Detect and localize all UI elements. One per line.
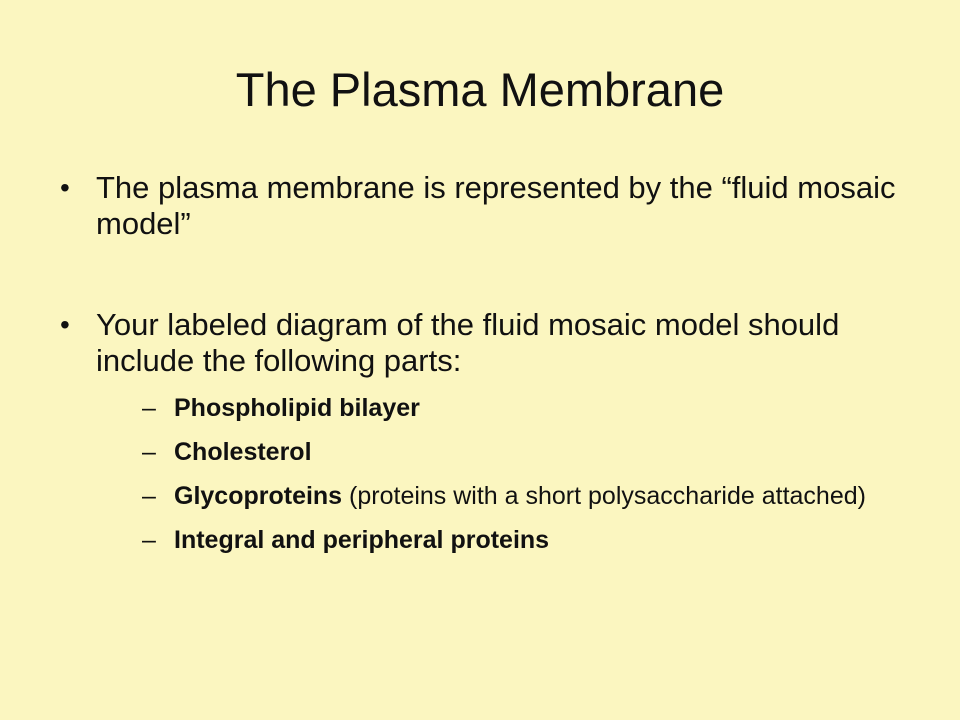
bullet-text: The plasma membrane is represented by the “fluid mosaic model”	[96, 170, 896, 241]
bullet-item	[58, 170, 908, 242]
part-name: Glycoproteins	[174, 482, 343, 510]
slide-body	[58, 170, 908, 569]
list-item	[96, 481, 908, 511]
list-item	[96, 525, 908, 555]
slide-title: The Plasma Membrane	[235, 63, 725, 116]
part-name: Phospholipid bilayer	[174, 394, 420, 422]
dash-icon: –	[142, 394, 156, 422]
dash-icon: –	[142, 438, 156, 466]
bullet-icon: •	[60, 309, 70, 340]
bullet-icon: •	[60, 172, 70, 203]
list-item	[96, 437, 908, 467]
list-item	[96, 393, 908, 423]
bullet-text: Your labeled diagram of the fluid mosaic model should include the following parts:	[96, 307, 840, 378]
part-note: (proteins with a short polysaccharide attached)	[342, 482, 866, 510]
dash-icon: –	[142, 482, 156, 510]
bullet-item	[58, 307, 908, 555]
part-name: Integral and peripheral proteins	[174, 526, 550, 554]
dash-icon: –	[142, 526, 156, 554]
part-name: Cholesterol	[174, 438, 312, 466]
parts-list	[96, 393, 908, 555]
